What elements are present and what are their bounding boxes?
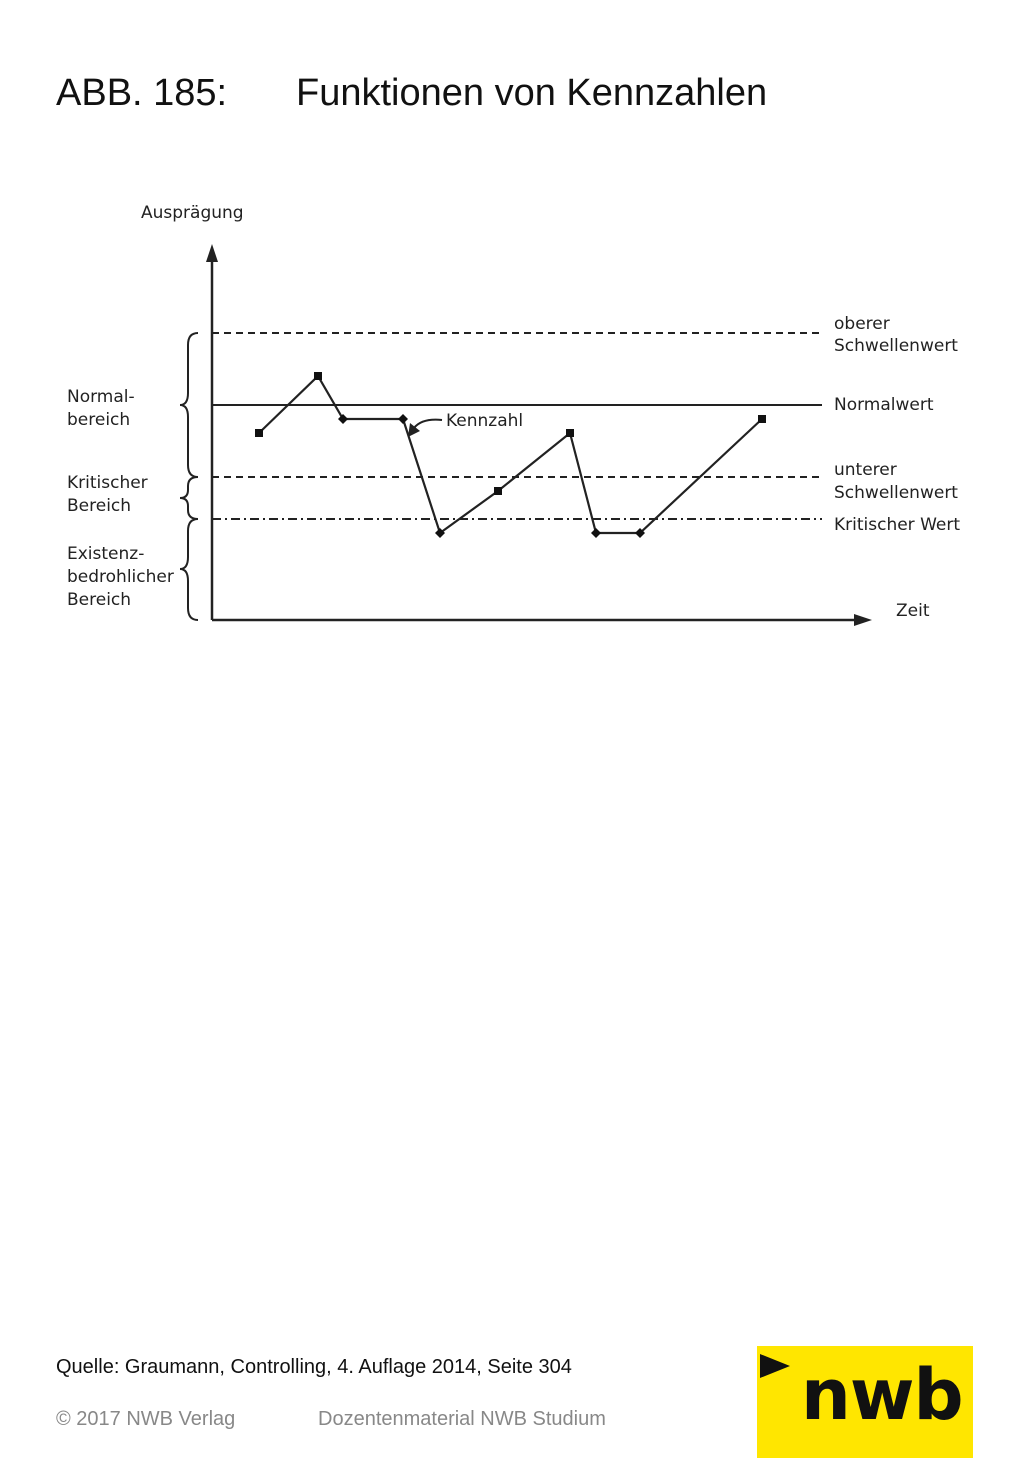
- existential-range-label-2: bedrohlicher: [67, 567, 174, 587]
- figure-number: ABB. 185:: [56, 72, 228, 114]
- normal-range-brace: [180, 333, 198, 477]
- normal-value-label: Normalwert: [834, 395, 934, 415]
- normal-range-label-2: bereich: [67, 410, 131, 430]
- kennzahl-label: Kennzahl: [446, 411, 524, 431]
- existential-range-label-3: Bereich: [67, 590, 132, 610]
- x-axis-label: Zeit: [896, 601, 930, 621]
- kennzahl-point: [566, 429, 574, 437]
- critical-range-label-2: Bereich: [67, 496, 132, 516]
- lower-threshold-label-1: unterer: [834, 460, 897, 480]
- critical-value-label: Kritischer Wert: [834, 515, 961, 535]
- normal-range-label-1: Normal-: [67, 387, 135, 407]
- kennzahl-point: [398, 414, 408, 424]
- critical-range-brace: [180, 477, 198, 519]
- upper-threshold-label-2: Schwellenwert: [834, 336, 958, 356]
- kennzahl-point: [338, 414, 348, 424]
- kennzahl-pointer: [414, 420, 442, 428]
- y-axis-arrow-icon: [206, 244, 218, 262]
- nwb-logo: [757, 1346, 973, 1458]
- x-axis-arrow-icon: [854, 614, 872, 626]
- copyright-note: © 2017 NWB Verlag: [56, 1408, 236, 1430]
- material-note: Dozentenmaterial NWB Studium: [318, 1408, 606, 1430]
- y-axis-label: Ausprägung: [141, 203, 244, 223]
- critical-range-label-1: Kritischer: [67, 473, 148, 493]
- figure-title-text: Funktionen von Kennzahlen: [296, 72, 768, 114]
- existential-range-label-1: Existenz-: [67, 544, 145, 564]
- logo-text: nwb: [801, 1354, 963, 1436]
- lower-threshold-label-2: Schwellenwert: [834, 483, 958, 503]
- kennzahl-point: [255, 429, 263, 437]
- logo-flag-icon: [760, 1354, 790, 1378]
- kennzahl-point: [314, 372, 322, 380]
- upper-threshold-label-1: oberer: [834, 314, 890, 334]
- kennzahl-point: [591, 528, 601, 538]
- kennzahl-line: [259, 376, 762, 533]
- kennzahl-markers: [255, 372, 766, 538]
- kennzahl-point: [758, 415, 766, 423]
- kennzahlen-diagram: [0, 180, 1024, 640]
- source-note: Quelle: Graumann, Controlling, 4. Auflage 2014, Seite 304: [56, 1356, 572, 1378]
- kennzahl-point: [494, 487, 502, 495]
- existential-range-brace: [180, 519, 198, 620]
